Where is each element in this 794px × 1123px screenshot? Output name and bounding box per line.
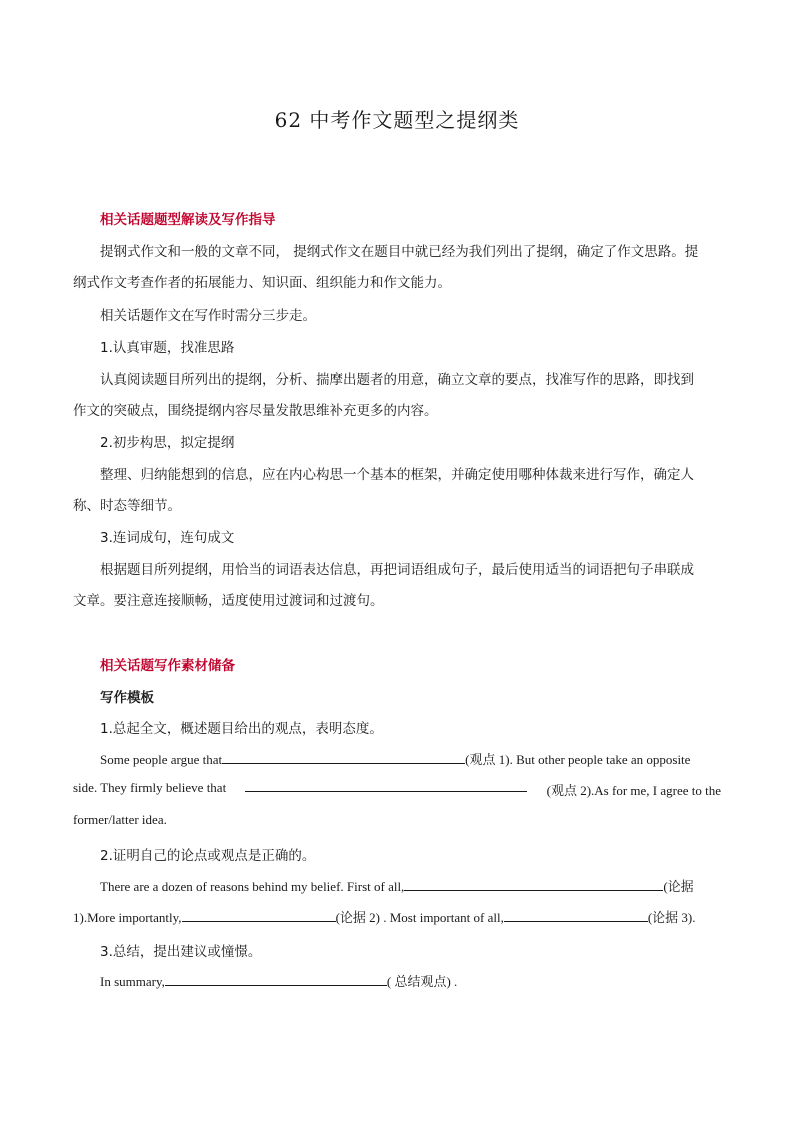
template1-line3: former/latter idea. [73, 812, 167, 827]
paragraph-intro-text: 提钢式作文和一般的文章不同， 提纲式作文在题目中就已经为我们列出了提纲，确定了作文思路。提 [100, 244, 699, 260]
template1-title: 1.总起全文，概述题目给出的观点，表明态度。 [100, 721, 383, 737]
template3-line1 [100, 971, 457, 990]
template2-title: 2.证明自己的论点或观点是正确的。 [100, 848, 316, 864]
template1-line2-start: side. They firmly believe that [73, 780, 227, 795]
template2-line1-end: (论据 [663, 879, 694, 894]
template2-line2 [73, 907, 696, 926]
fill-blank-5[interactable] [504, 910, 648, 922]
step1-title: 1.认真审题，找准思路 [100, 340, 235, 356]
step3-title: 3.连词成句，连句成文 [100, 530, 235, 546]
step2-line2: 称、时态等细节。 [73, 498, 181, 514]
paragraph-intro-line1 [100, 240, 721, 260]
template1-line2 [73, 780, 721, 799]
template1-line1-start: Some people argue that [100, 752, 223, 767]
section-heading-materials: 相关话题写作素材储备 [100, 658, 235, 674]
fill-blank-1[interactable] [222, 752, 465, 764]
template-subheading: 写作模板 [100, 690, 154, 706]
page-title: 62 中考作文题型之提纲类 [274, 108, 520, 132]
template2-line2-mid: (论据 2) . Most important of all, [335, 910, 504, 925]
section-heading-guide: 相关话题题型解读及写作指导 [100, 212, 276, 228]
fill-blank-4[interactable] [182, 910, 336, 922]
step3-line2: 文章。要注意连接顺畅，适度使用过渡词和过渡句。 [73, 593, 384, 609]
template3-title: 3.总结，提出建议或憧憬。 [100, 944, 262, 960]
template1-line2-end: (观点 2).As for me, I agree to the [546, 783, 721, 798]
template3-line1-start: In summary, [100, 974, 165, 989]
step3-line1: 根据题目所列提纲，用恰当的词语表达信息，再把词语组成句子，最后使用适当的词语把句子串联成 [100, 562, 694, 578]
fill-blank-6[interactable] [165, 974, 387, 986]
template2-line2-start: 1).More importantly, [73, 910, 182, 925]
step1-line2: 作文的突破点，围绕提纲内容尽量发散思维补充更多的内容。 [73, 403, 438, 419]
paragraph-intro-line2: 纲式作文考查作者的拓展能力、知识面、组织能力和作文能力。 [73, 275, 451, 291]
fill-blank-3[interactable] [404, 879, 663, 891]
template3-line1-end: ( 总结观点) . [386, 974, 458, 989]
paragraph-steps-intro: 相关话题作文在写作时需分三步走。 [100, 308, 316, 324]
step2-title: 2.初步构思，拟定提纲 [100, 435, 235, 451]
step1-line1: 认真阅读题目所列出的提纲，分析、揣摩出题者的用意，确立文章的要点，找准写作的思路，即找到 [100, 372, 694, 388]
template2-line1-start: There are a dozen of reasons behind my belief. First of all, [100, 879, 405, 894]
fill-blank-2[interactable] [245, 780, 527, 792]
template2-line1 [100, 876, 694, 895]
step2-line1: 整理、归纳能想到的信息，应在内心构思一个基本的框架，并确定使用哪种体裁来进行写作，确定人 [100, 467, 694, 483]
template1-line1-end: (观点 1). But other people take an opposite [465, 752, 691, 767]
template1-line1 [100, 749, 690, 768]
template2-line2-end: (论据 3). [647, 910, 696, 925]
